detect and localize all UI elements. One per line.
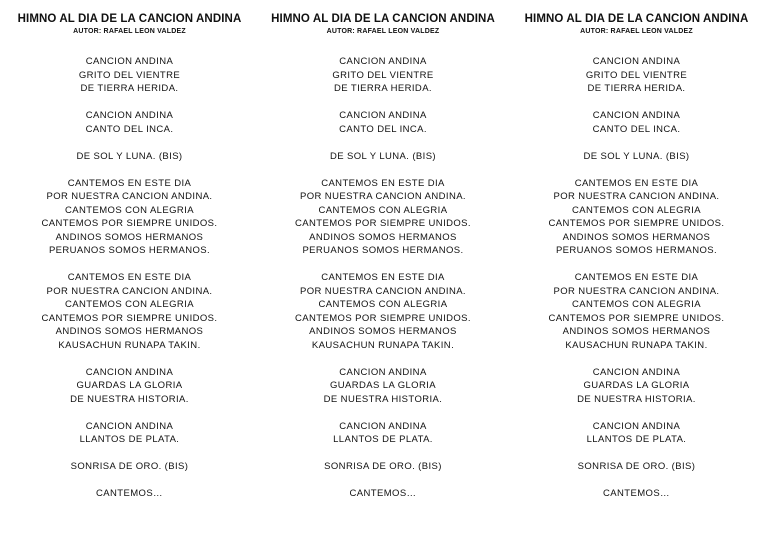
stanza bbox=[80, 420, 180, 447]
lyric-line: CANTEMOS POR SIEMPRE UNIDOS. bbox=[41, 312, 218, 324]
lyric-line: DE NUESTRA HISTORIA. bbox=[577, 393, 696, 405]
lyric-line: CANCION ANDINA bbox=[339, 420, 427, 432]
hymn-title: HIMNO AL DIA DE LA CANCION ANDINA bbox=[524, 13, 749, 25]
hymn-author: AUTOR: RAFAEL LEON VALDEZ bbox=[326, 28, 440, 35]
lyric-line: POR NUESTRA CANCION ANDINA. bbox=[553, 191, 720, 202]
stanza bbox=[549, 271, 725, 352]
stanza bbox=[330, 150, 436, 164]
stanza bbox=[79, 55, 180, 96]
lyric-line: CANTEMOS POR SIEMPRE UNIDOS. bbox=[41, 218, 218, 229]
lyric-line: POR NUESTRA CANCION ANDINA. bbox=[553, 285, 720, 297]
lyric-line: POR NUESTRA CANCION ANDINA. bbox=[46, 285, 213, 297]
stanza bbox=[86, 109, 174, 136]
hymn-title: HIMNO AL DIA DE LA CANCION ANDINA bbox=[17, 13, 242, 25]
lyric-line: CANCION ANDINA bbox=[339, 56, 427, 67]
lyric-line: CANTO DEL INCA. bbox=[85, 123, 174, 135]
stanza bbox=[578, 460, 696, 474]
lyric-line: GUARDAS LA GLORIA bbox=[329, 380, 437, 391]
lyric-line: DE TIERRA HERIDA. bbox=[587, 83, 686, 94]
lyric-line: CANCION ANDINA bbox=[592, 366, 681, 378]
lyric-line: CANCION ANDINA bbox=[339, 110, 427, 121]
stanza-list bbox=[549, 55, 725, 514]
lyric-line: PERUANOS SOMOS HERMANOS. bbox=[48, 245, 211, 256]
lyric-line: DE TIERRA HERIDA. bbox=[334, 83, 432, 94]
stanza bbox=[71, 460, 189, 474]
stanza bbox=[603, 487, 670, 501]
lyric-line: CANCION ANDINA bbox=[85, 110, 174, 121]
stanza bbox=[96, 487, 163, 501]
lyric-line: POR NUESTRA CANCION ANDINA. bbox=[299, 285, 466, 297]
lyric-line: DE SOL Y LUNA. (BIS) bbox=[583, 150, 690, 162]
stanza-list bbox=[42, 55, 218, 514]
lyric-line: CANTEMOS EN ESTE DIA bbox=[321, 272, 445, 283]
lyric-line: CANTEMOS CON ALEGRIA bbox=[65, 299, 194, 310]
stanza bbox=[324, 460, 442, 474]
lyrics-column-1 bbox=[11, 0, 248, 543]
stanza bbox=[295, 177, 471, 258]
stanza bbox=[76, 150, 182, 164]
stanza bbox=[42, 271, 218, 352]
lyric-line: DE SOL Y LUNA. (BIS) bbox=[329, 150, 436, 162]
lyric-line: DE TIERRA HERIDA. bbox=[80, 83, 179, 94]
lyric-line: CANTO DEL INCA. bbox=[339, 123, 427, 135]
lyric-line: DE NUESTRA HISTORIA. bbox=[323, 393, 443, 405]
lyric-line: SONRISA DE ORO. (BIS) bbox=[70, 461, 189, 472]
stanza bbox=[295, 271, 471, 352]
lyric-line: CANCION ANDINA bbox=[85, 56, 174, 67]
lyric-line: CANTEMOS POR SIEMPRE UNIDOS. bbox=[295, 312, 471, 324]
lyric-line: KAUSACHUN RUNAPA TAKIN. bbox=[311, 339, 455, 351]
stanza bbox=[350, 487, 417, 501]
lyrics-column-3 bbox=[518, 0, 755, 543]
stanza bbox=[333, 420, 433, 447]
lyric-line: LLANTOS DE PLATA. bbox=[79, 434, 180, 445]
lyric-line: POR NUESTRA CANCION ANDINA. bbox=[46, 191, 213, 202]
lyric-line: LLANTOS DE PLATA. bbox=[333, 434, 433, 445]
lyric-line: GRITO DEL VIENTRE bbox=[585, 69, 688, 81]
lyric-line: ANDINOS SOMOS HERMANOS bbox=[309, 326, 457, 337]
lyric-line: GRITO DEL VIENTRE bbox=[332, 69, 434, 81]
lyric-line: CANTEMOS CON ALEGRIA bbox=[65, 204, 194, 216]
hymn-author: AUTOR: RAFAEL LEON VALDEZ bbox=[73, 28, 186, 35]
lyric-line: ANDINOS SOMOS HERMANOS bbox=[309, 231, 457, 243]
lyric-line: PERUANOS SOMOS HERMANOS. bbox=[555, 245, 718, 256]
lyric-line: KAUSACHUN RUNAPA TAKIN. bbox=[565, 339, 708, 351]
lyric-line: CANCION ANDINA bbox=[85, 366, 174, 378]
lyric-line: CANTEMOS EN ESTE DIA bbox=[67, 272, 192, 283]
stanza bbox=[549, 177, 725, 258]
stanza bbox=[332, 55, 433, 96]
lyric-line: ANDINOS SOMOS HERMANOS bbox=[562, 231, 711, 243]
lyric-line: CANTEMOS POR SIEMPRE UNIDOS. bbox=[548, 312, 725, 324]
hymn-title: HIMNO AL DIA DE LA CANCION ANDINA bbox=[271, 13, 495, 25]
lyric-line: CANCION ANDINA bbox=[339, 366, 427, 378]
lyric-line: ANDINOS SOMOS HERMANOS bbox=[562, 326, 711, 337]
lyric-line: CANCION ANDINA bbox=[592, 56, 681, 67]
stanza bbox=[324, 366, 443, 407]
stanza bbox=[577, 366, 696, 407]
lyrics-column-2 bbox=[265, 0, 502, 543]
lyric-line: GRITO DEL VIENTRE bbox=[78, 69, 181, 81]
lyric-line: GUARDAS LA GLORIA bbox=[76, 380, 183, 391]
lyric-line: CANTEMOS EN ESTE DIA bbox=[574, 272, 699, 283]
lyric-line: CANTO DEL INCA. bbox=[592, 123, 681, 135]
lyric-line: CANTEMOS… bbox=[349, 488, 417, 499]
lyric-line: CANTEMOS EN ESTE DIA bbox=[321, 177, 445, 189]
stanza bbox=[593, 109, 681, 136]
lyric-line: CANTEMOS CON ALEGRIA bbox=[318, 204, 448, 216]
lyric-line: SONRISA DE ORO. (BIS) bbox=[324, 461, 442, 472]
lyric-line: CANTEMOS POR SIEMPRE UNIDOS. bbox=[295, 218, 471, 229]
stanza bbox=[70, 366, 189, 407]
lyric-line: CANCION ANDINA bbox=[592, 420, 681, 432]
lyric-line: LLANTOS DE PLATA. bbox=[586, 434, 687, 445]
lyric-line: SONRISA DE ORO. (BIS) bbox=[577, 461, 696, 472]
stanza-list bbox=[295, 55, 471, 514]
lyric-line: CANTEMOS CON ALEGRIA bbox=[318, 299, 448, 310]
stanza bbox=[339, 109, 427, 136]
lyric-line: CANCION ANDINA bbox=[592, 110, 681, 121]
stanza bbox=[587, 420, 687, 447]
stanza bbox=[583, 150, 689, 164]
lyric-line: CANTEMOS CON ALEGRIA bbox=[572, 299, 701, 310]
lyric-line: POR NUESTRA CANCION ANDINA. bbox=[299, 191, 466, 202]
hymn-author: AUTOR: RAFAEL LEON VALDEZ bbox=[580, 28, 693, 35]
stanza bbox=[586, 55, 687, 96]
lyric-line: CANTEMOS POR SIEMPRE UNIDOS. bbox=[548, 218, 725, 229]
lyric-line: CANTEMOS… bbox=[603, 488, 670, 499]
lyric-line: DE NUESTRA HISTORIA. bbox=[70, 393, 189, 405]
lyric-line: CANTEMOS CON ALEGRIA bbox=[572, 204, 701, 216]
lyric-line: GUARDAS LA GLORIA bbox=[583, 380, 690, 391]
stanza bbox=[42, 177, 218, 258]
lyric-line: ANDINOS SOMOS HERMANOS bbox=[55, 231, 204, 243]
lyric-line: PERUANOS SOMOS HERMANOS. bbox=[302, 245, 464, 256]
lyric-line: CANTEMOS… bbox=[96, 488, 163, 499]
lyric-line: ANDINOS SOMOS HERMANOS bbox=[55, 326, 204, 337]
lyric-line: KAUSACHUN RUNAPA TAKIN. bbox=[58, 339, 201, 351]
lyric-line: CANTEMOS EN ESTE DIA bbox=[574, 177, 699, 189]
lyric-line: CANTEMOS EN ESTE DIA bbox=[67, 177, 192, 189]
lyric-line: CANCION ANDINA bbox=[85, 420, 174, 432]
lyric-line: DE SOL Y LUNA. (BIS) bbox=[76, 150, 183, 162]
